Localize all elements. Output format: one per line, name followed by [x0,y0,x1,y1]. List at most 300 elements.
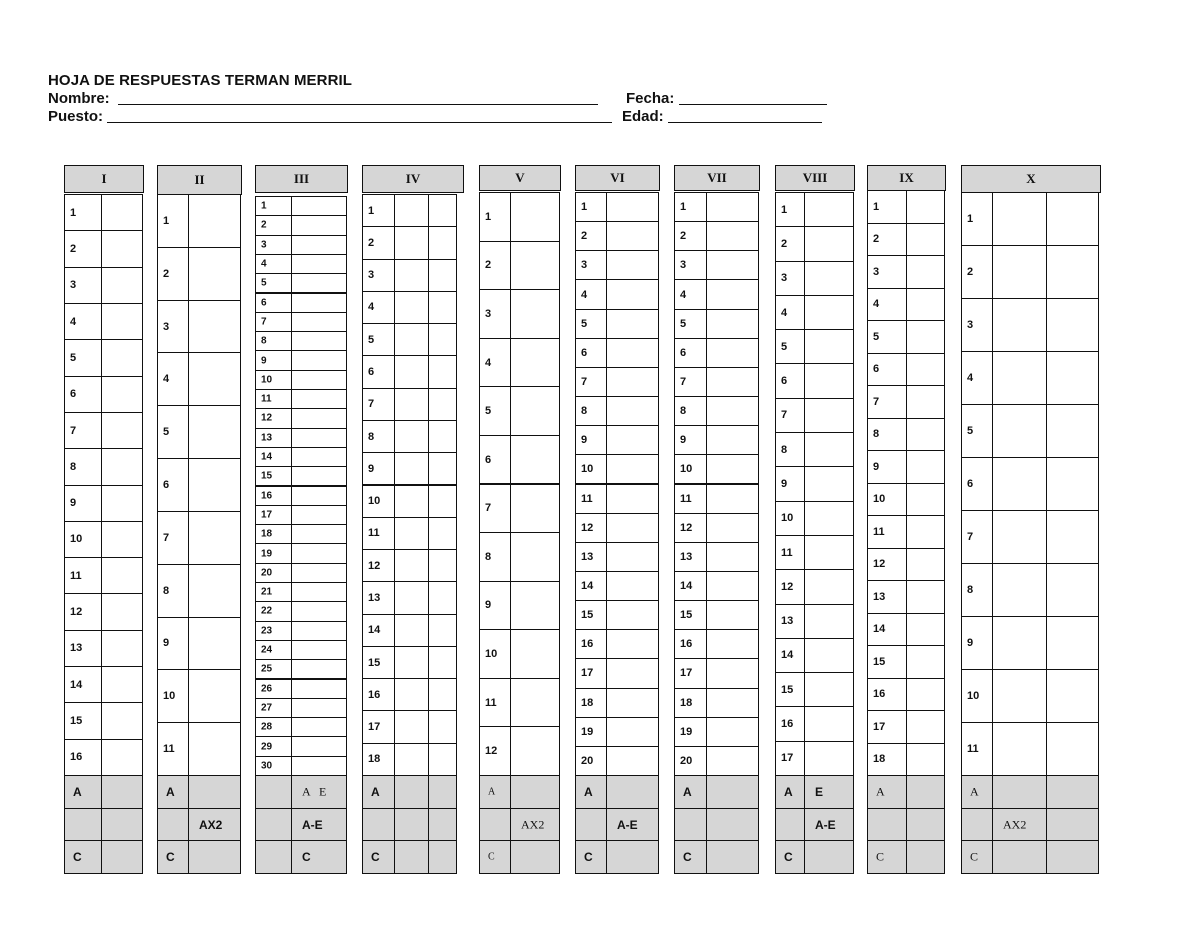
answer-cell[interactable] [291,235,347,255]
answer-row [255,698,346,718]
question-number [674,396,707,426]
answer-cell[interactable] [428,226,457,259]
answer-cell[interactable] [291,350,347,370]
answer-row [157,247,240,301]
answer-row [775,638,853,673]
answer-cell[interactable] [101,448,143,485]
answer-row [479,435,559,485]
answer-cell[interactable] [428,388,457,421]
question-number [255,736,292,756]
answer-cell[interactable] [906,190,945,224]
answer-cell[interactable] [1046,722,1099,776]
answer-cell[interactable] [428,678,457,711]
answer-cell[interactable] [804,569,854,604]
answer-cell[interactable] [291,428,347,448]
answer-cell[interactable] [906,418,945,452]
answer-row [362,194,456,227]
scoring-label: C [302,850,311,864]
answer-cell[interactable] [101,230,143,267]
answer-cell[interactable] [101,194,143,231]
answer-row [575,542,658,572]
answer-cell[interactable] [291,215,347,235]
scoring-cell [362,840,395,874]
answer-cell[interactable] [291,466,347,486]
question-number [867,450,907,484]
answer-cell[interactable] [428,291,457,324]
answer-cell[interactable] [706,221,759,251]
answer-cell[interactable] [510,629,560,679]
question-number [362,517,395,550]
answer-cell[interactable] [394,743,429,776]
answer-cell[interactable] [510,484,560,534]
answer-cell[interactable] [291,293,347,313]
question-number [157,511,189,565]
answer-cell[interactable] [291,370,347,390]
question-number [575,513,607,543]
answer-cell[interactable] [291,659,347,679]
answer-cell[interactable] [992,404,1047,458]
answer-row [961,510,1098,564]
answer-cell[interactable] [510,532,560,582]
answer-cell[interactable] [606,600,659,630]
question-number [362,291,395,324]
question-number [674,600,707,630]
answer-row [674,425,758,455]
answer-cell[interactable] [1046,669,1099,723]
answer-cell[interactable] [291,640,347,660]
question-number-text: 16 [368,688,381,701]
question-number-text: 1 [680,201,687,214]
answer-cell[interactable] [804,363,854,398]
answer-cell[interactable] [906,710,945,744]
question-number [64,376,102,413]
answer-cell[interactable] [606,571,659,601]
answer-cell[interactable] [906,645,945,679]
question-number [255,563,292,583]
question-number-text: 8 [581,405,588,418]
answer-row [775,741,853,776]
answer-cell[interactable] [291,582,347,602]
scoring-row [362,775,456,809]
answer-cell[interactable] [804,329,854,364]
answer-row [362,388,456,421]
answer-cell[interactable] [428,743,457,776]
answer-cell[interactable] [906,255,945,289]
scoring-label: AX2 [1003,817,1027,832]
answer-cell[interactable] [804,398,854,433]
scoring-label: E [815,785,824,799]
answer-cell[interactable] [706,746,759,776]
answer-row [255,601,346,621]
answer-cell[interactable] [906,353,945,387]
answer-cell[interactable] [1046,245,1099,299]
series-header: VIII [775,165,855,191]
answer-cell[interactable] [291,601,347,621]
answer-cell[interactable] [428,452,457,485]
answer-cell[interactable] [906,288,945,322]
question-number [867,483,907,517]
answer-cell[interactable] [394,259,429,292]
answer-cell[interactable] [706,484,759,514]
answer-cell[interactable] [101,412,143,449]
question-number [575,542,607,572]
answer-cell[interactable] [510,581,560,631]
answer-cell[interactable] [1046,192,1099,246]
answer-row [961,669,1098,723]
scoring-row [867,775,944,809]
answer-cell[interactable] [1046,563,1099,617]
answer-cell[interactable] [101,339,143,376]
scoring-row [255,808,346,842]
question-number-text: 10 [261,374,273,386]
answer-row [775,261,853,296]
answer-cell[interactable] [906,320,945,354]
answer-cell[interactable] [906,743,945,777]
question-number-text: 3 [581,259,588,272]
answer-cell[interactable] [706,600,759,630]
question-number-text: 11 [485,696,497,709]
answer-cell[interactable] [804,432,854,467]
question-number [674,571,707,601]
answer-cell[interactable] [804,261,854,296]
answer-cell[interactable] [1046,298,1099,352]
answer-cell[interactable] [1046,404,1099,458]
question-number [775,604,805,639]
answer-cell[interactable] [428,259,457,292]
answer-cell[interactable] [188,458,241,512]
answer-cell[interactable] [101,267,143,304]
answer-cell[interactable] [291,408,347,428]
question-number [64,267,102,304]
answer-cell[interactable] [606,746,659,776]
question-number-text: 9 [368,462,375,475]
answer-cell[interactable] [291,331,347,351]
answer-cell[interactable] [291,679,347,699]
answer-cell[interactable] [394,581,429,614]
answer-cell[interactable] [510,241,560,291]
answer-cell[interactable] [394,517,429,550]
answer-cell[interactable] [394,420,429,453]
answer-cell[interactable] [906,385,945,419]
answer-cell[interactable] [804,466,854,501]
answer-cell[interactable] [291,389,347,409]
answer-cell[interactable] [394,226,429,259]
answer-cell[interactable] [606,396,659,426]
answer-cell[interactable] [804,295,854,330]
answer-cell[interactable] [992,298,1047,352]
answer-cell[interactable] [804,604,854,639]
question-number-text: 10 [163,690,176,703]
answer-cell[interactable] [606,454,659,484]
answer-cell[interactable] [606,688,659,718]
answer-row [255,408,346,428]
answer-cell[interactable] [188,405,241,459]
answer-cell[interactable] [706,279,759,309]
answer-cell[interactable] [428,710,457,743]
answer-cell[interactable] [291,196,347,216]
scoring-row [362,840,456,874]
answer-cell[interactable] [510,192,560,242]
answer-cell[interactable] [428,485,457,518]
question-number [867,710,907,744]
scoring-cell [479,840,511,874]
answer-row [479,338,559,388]
answer-cell[interactable] [706,192,759,222]
scoring-cell [706,808,759,842]
answer-cell[interactable] [510,338,560,388]
answer-cell[interactable] [1046,457,1099,511]
answer-cell[interactable] [101,376,143,413]
answer-cell[interactable] [906,515,945,549]
question-number-text: 14 [781,649,794,662]
answer-cell[interactable] [606,309,659,339]
answer-cell[interactable] [188,247,241,301]
question-number-text: 11 [873,525,885,538]
answer-cell[interactable] [101,557,143,594]
answer-cell[interactable] [101,666,143,703]
question-number [575,367,607,397]
question-number-text: 20 [581,754,594,767]
answer-cell[interactable] [428,646,457,679]
answer-row [64,702,142,739]
scoring-label: C [371,850,380,864]
answer-cell[interactable] [992,245,1047,299]
answer-cell[interactable] [606,542,659,572]
question-number [255,756,292,776]
answer-cell[interactable] [804,535,854,570]
question-number [674,746,707,776]
answer-cell[interactable] [706,717,759,747]
question-number-text: 1 [70,206,77,219]
answer-cell[interactable] [394,388,429,421]
answer-cell[interactable] [188,722,241,776]
answer-cell[interactable] [906,450,945,484]
answer-cell[interactable] [706,396,759,426]
answer-cell[interactable] [606,338,659,368]
answer-cell[interactable] [428,614,457,647]
answer-cell[interactable] [1046,510,1099,564]
answer-cell[interactable] [992,192,1047,246]
question-number-text: 2 [163,267,170,280]
scoring-row [479,840,559,874]
answer-cell[interactable] [906,580,945,614]
answer-cell[interactable] [428,355,457,388]
scoring-label: A [488,786,496,798]
answer-cell[interactable] [428,323,457,356]
answer-cell[interactable] [188,511,241,565]
answer-cell[interactable] [706,571,759,601]
question-number-text: 3 [873,265,880,278]
answer-cell[interactable] [992,722,1047,776]
answer-cell[interactable] [394,355,429,388]
answer-cell[interactable] [804,501,854,536]
answer-cell[interactable] [291,543,347,563]
answer-cell[interactable] [291,756,347,776]
answer-cell[interactable] [1046,351,1099,405]
answer-cell[interactable] [291,505,347,525]
answer-cell[interactable] [992,351,1047,405]
answer-cell[interactable] [706,425,759,455]
answer-cell[interactable] [428,549,457,582]
answer-cell[interactable] [291,698,347,718]
answer-cell[interactable] [706,688,759,718]
answer-cell[interactable] [804,226,854,261]
answer-cell[interactable] [101,593,143,630]
question-number [255,717,292,737]
answer-cell[interactable] [510,435,560,485]
answer-cell[interactable] [706,658,759,688]
answer-cell[interactable] [394,194,429,227]
answer-cell[interactable] [291,621,347,641]
answer-cell[interactable] [291,717,347,737]
answer-cell[interactable] [992,563,1047,617]
question-number [255,543,292,563]
series-header: I [64,165,144,193]
answer-cell[interactable] [394,614,429,647]
question-number-text: 18 [873,753,886,766]
answer-cell[interactable] [706,338,759,368]
answer-cell[interactable] [606,658,659,688]
answer-cell[interactable] [606,484,659,514]
answer-cell[interactable] [906,548,945,582]
answer-cell[interactable] [606,367,659,397]
answer-cell[interactable] [428,420,457,453]
answer-cell[interactable] [394,323,429,356]
answer-cell[interactable] [906,223,945,257]
answer-cell[interactable] [510,726,560,776]
answer-cell[interactable] [394,678,429,711]
answer-cell[interactable] [291,524,347,544]
answer-cell[interactable] [101,303,143,340]
answer-cell[interactable] [101,630,143,667]
answer-cell[interactable] [188,617,241,671]
scoring-cell [255,775,292,809]
answer-cell[interactable] [992,669,1047,723]
answer-cell[interactable] [188,669,241,723]
answer-cell[interactable] [101,702,143,739]
question-number-text: 8 [967,584,974,596]
answer-cell[interactable] [291,563,347,583]
answer-cell[interactable] [394,452,429,485]
question-number-text: 10 [581,463,594,476]
answer-cell[interactable] [291,254,347,274]
answer-cell[interactable] [992,616,1047,670]
answer-cell[interactable] [510,678,560,728]
answer-cell[interactable] [992,510,1047,564]
question-number [479,435,511,485]
answer-cell[interactable] [804,706,854,741]
question-number-text: 12 [261,412,273,424]
answer-cell[interactable] [291,486,347,506]
answer-row [64,303,142,340]
answer-cell[interactable] [906,613,945,647]
question-number [255,196,292,216]
answer-cell[interactable] [291,273,347,293]
answer-cell[interactable] [510,289,560,339]
answer-cell[interactable] [804,192,854,227]
question-number-text: 13 [873,590,886,603]
scoring-cell [291,775,347,809]
answer-row [64,593,142,630]
answer-cell[interactable] [606,425,659,455]
answer-row [575,688,658,718]
answer-cell[interactable] [291,447,347,467]
answer-cell[interactable] [706,309,759,339]
answer-cell[interactable] [394,485,429,518]
scoring-cell [394,840,429,874]
question-number-text: 4 [781,306,788,319]
answer-cell[interactable] [101,521,143,558]
answer-cell[interactable] [394,549,429,582]
answer-cell[interactable] [606,717,659,747]
answer-cell[interactable] [606,629,659,659]
answer-cell[interactable] [706,513,759,543]
answer-cell[interactable] [804,741,854,776]
question-number-text: 3 [163,320,170,333]
answer-cell[interactable] [606,192,659,222]
question-number [674,542,707,572]
answer-cell[interactable] [188,194,241,248]
question-number-text: 10 [70,533,83,546]
answer-cell[interactable] [394,710,429,743]
question-number-text: 2 [680,230,687,243]
answer-cell[interactable] [101,485,143,522]
question-number [362,743,395,776]
question-number-text: 11 [368,527,380,540]
answer-row [961,298,1098,352]
question-number [575,279,607,309]
answer-cell[interactable] [428,517,457,550]
answer-cell[interactable] [188,564,241,618]
answer-cell[interactable] [706,454,759,484]
answer-cell[interactable] [906,483,945,517]
answer-cell[interactable] [992,457,1047,511]
question-number [961,563,993,617]
question-number-text: 12 [680,521,693,534]
answer-row [255,486,346,506]
answer-cell[interactable] [606,250,659,280]
answer-cell[interactable] [606,513,659,543]
question-number [64,303,102,340]
answer-cell[interactable] [510,386,560,436]
answer-cell[interactable] [804,638,854,673]
answer-cell[interactable] [394,646,429,679]
answer-cell[interactable] [606,279,659,309]
answer-row [255,235,346,255]
answer-row [362,226,456,259]
answer-cell[interactable] [291,312,347,332]
answer-cell[interactable] [188,300,241,354]
question-number [255,601,292,621]
answer-cell[interactable] [606,221,659,251]
answer-cell[interactable] [291,736,347,756]
answer-cell[interactable] [706,629,759,659]
question-number [961,616,993,670]
answer-cell[interactable] [188,352,241,406]
answer-cell[interactable] [101,739,143,776]
answer-cell[interactable] [1046,616,1099,670]
answer-cell[interactable] [394,291,429,324]
answer-cell[interactable] [706,250,759,280]
answer-cell[interactable] [428,581,457,614]
answer-cell[interactable] [906,678,945,712]
answer-cell[interactable] [706,367,759,397]
answer-cell[interactable] [428,194,457,227]
answer-row [575,192,658,222]
answer-row [867,353,944,387]
answer-cell[interactable] [706,542,759,572]
answer-cell[interactable] [804,672,854,707]
